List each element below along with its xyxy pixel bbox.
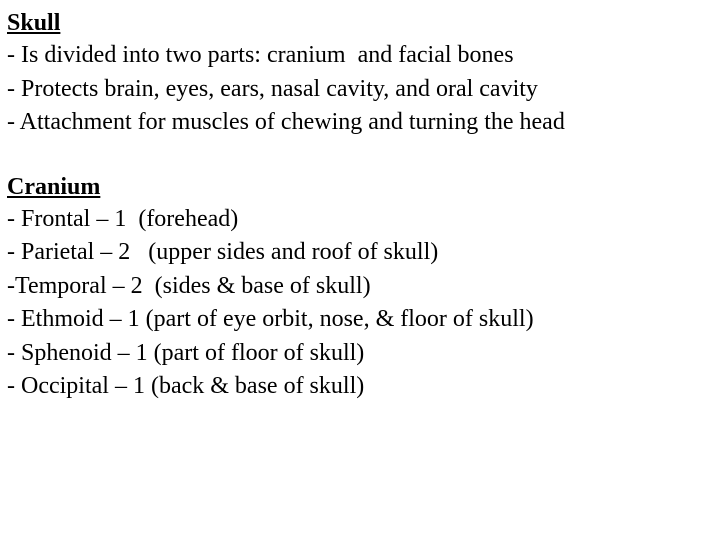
bullet-line: - Is divided into two parts: cranium and facial bones: [7, 42, 514, 68]
cranium-section: [7, 171, 713, 404]
bullet-line: -Temporal – 2 (sides & base of skull): [7, 272, 371, 299]
bullet-line: - Parietal – 2 (upper sides and roof of skull): [7, 239, 439, 265]
bullet-line: - Sphenoid – 1 (part of floor of skull): [7, 339, 365, 366]
bullet-line: - Attachment for muscles of chewing and turning the head: [7, 109, 565, 135]
bullet-line: - Ethmoid – 1 (part of eye orbit, nose, & floor of skull): [7, 306, 534, 332]
bullet-line: - Frontal – 1 (forehead): [7, 205, 239, 232]
skull-section: [7, 7, 713, 140]
bullet-line: - Occipital – 1 (back & base of skull): [7, 373, 365, 399]
section-heading-cranium: Cranium: [7, 173, 101, 200]
slide-content: [7, 7, 713, 404]
section-heading-skull: Skull: [7, 10, 61, 36]
bullet-line: - Protects brain, eyes, ears, nasal cavity, and oral cavity: [7, 75, 538, 102]
